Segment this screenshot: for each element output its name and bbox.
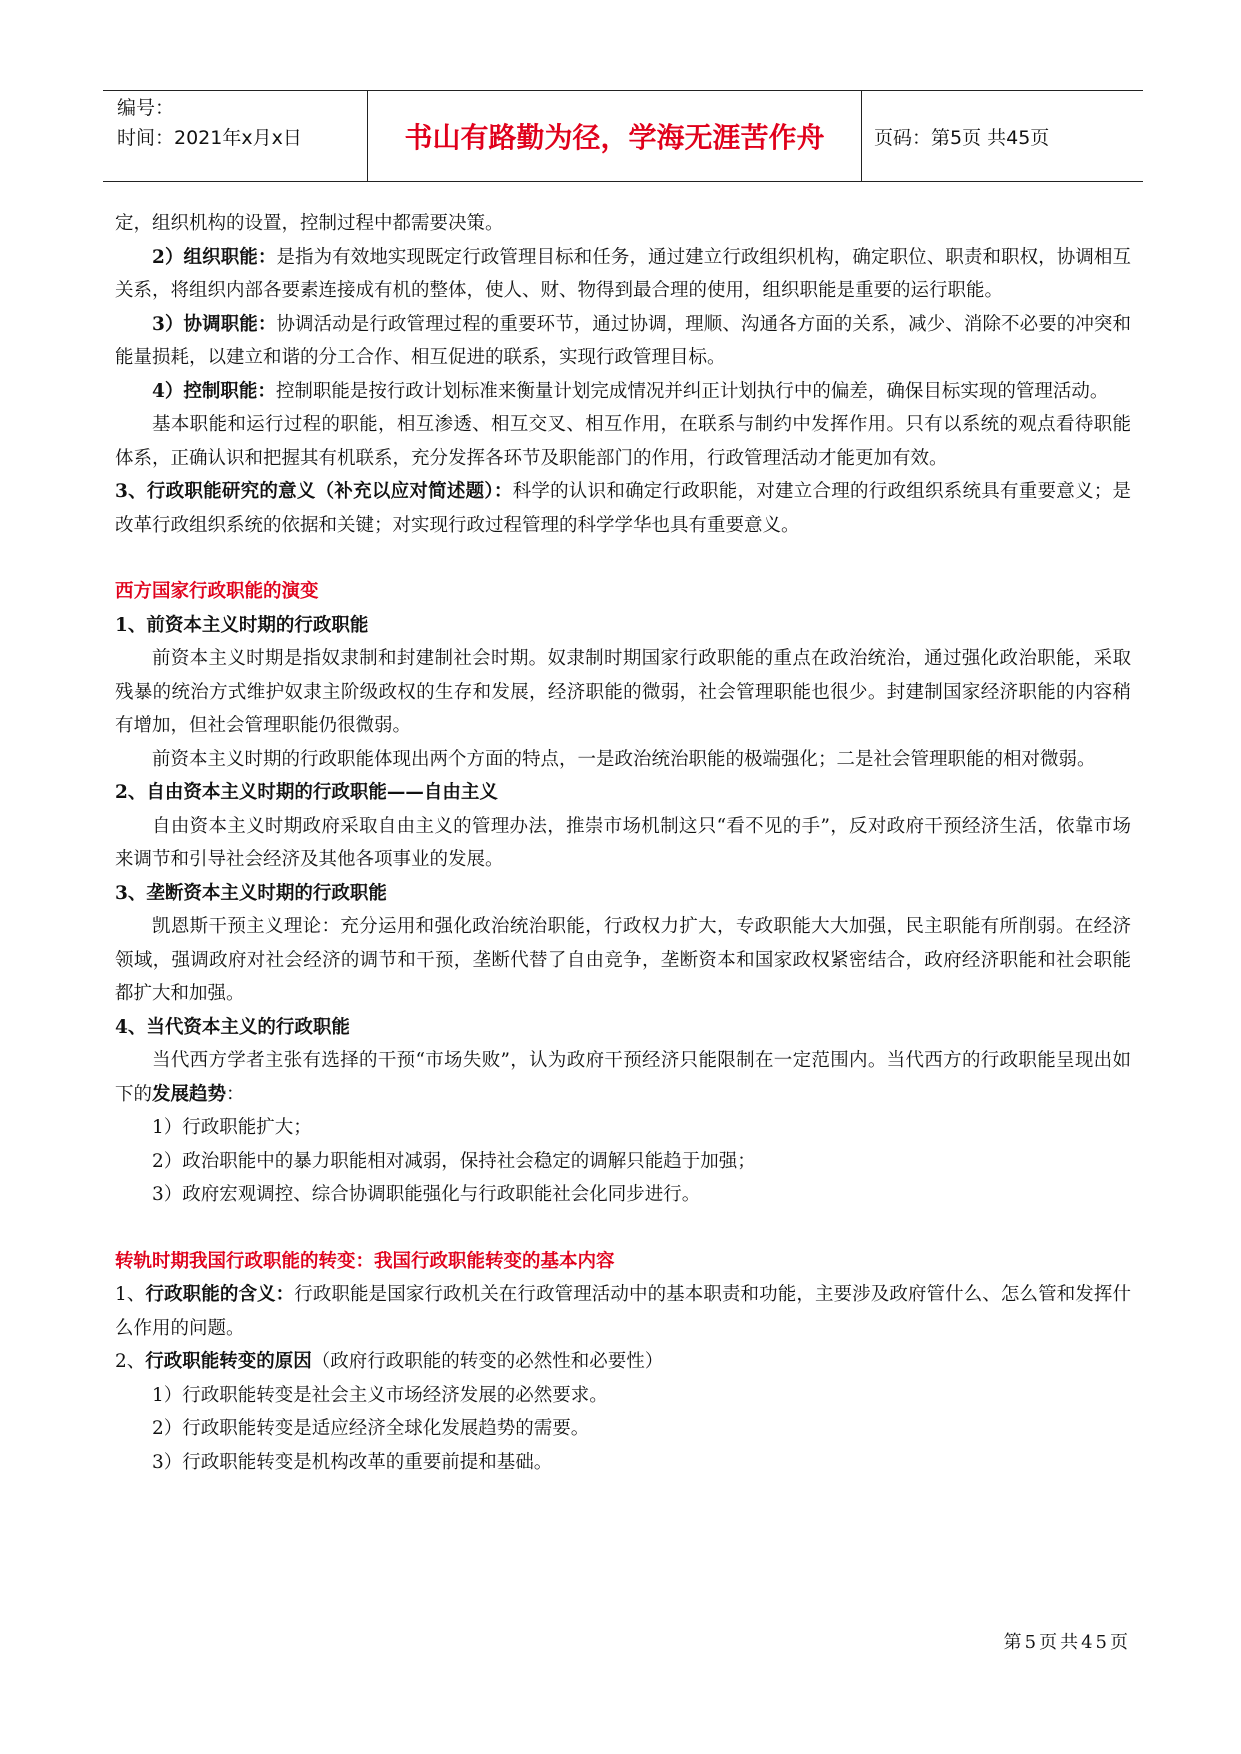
list-item: 3）政府宏观调控、综合协调职能强化与行政职能社会化同步进行。 [152,1184,701,1205]
item-text: ： [226,1083,245,1105]
paragraph-organize [115,241,1131,308]
subheading-text: 3、垄断资本主义时期的行政职能 [115,882,387,904]
spacer [115,1212,1131,1245]
paragraph: 定，组织机构的设置，控制过程中都需要决策。 [115,213,504,234]
paragraph: 前资本主义时期是指奴隶制和封建制社会时期。奴隶制时期国家行政职能的重点在政治统治，通过强化政治职能，采取残暴的统治方式维护奴隶主阶级政权的生存和发展，经济职能的微弱，社会管理职能也很少。封建制国家经济职能的内容稍有增加，但社会管理职能仍很微弱。 [115,648,1131,736]
page-header [103,90,1143,182]
spacer [115,542,1131,575]
item-text: （政府行政职能的转变的必然性和必要性） [311,1351,664,1372]
item-heading: 3）协调职能： [152,313,277,335]
paragraph-coordinate [115,308,1131,375]
item-text: 控制职能是按行政计划标准来衡量计划完成情况并纠正计划执行中的偏差，确保目标实现的管理活动。 [275,380,1109,402]
section-title-china: 转轨时期我国行政职能的转变：我国行政职能转变的基本内容 [115,1250,615,1272]
page-footer: 第5页共45页 [1003,1632,1131,1653]
paragraph: 基本职能和运行过程的职能，相互渗透、相互交叉、相互作用，在联系与制约中发挥作用。只有以系统的观点看待职能体系，正确认识和把握其有机联系，充分发挥各环节及职能部门的作用，行政管理活动才能更加有效。 [115,414,1131,469]
header-meta [103,91,368,181]
list-item: 1）行政职能转变是社会主义市场经济发展的必然要求。 [152,1384,608,1406]
subheading [115,776,1131,810]
subheading-text: 4、当代资本主义的行政职能 [115,1016,350,1038]
subheading [115,609,1131,643]
item-text: 当代西方学者主张有选择的干预“市场失败”，认为政府干预经济只能限制在一定范围内。当代西方的行政职能呈现出如下的 [115,1050,1131,1105]
list-item: 2）政治职能中的暴力职能相对减弱，保持社会稳定的调解只能趋于加强； [152,1150,756,1172]
list-item: 1）行政职能扩大； [152,1117,312,1138]
item-text: 协调活动是行政管理过程的重要环节，通过协调，理顺、沟通各方面的关系，减少、消除不必要的冲突和能量损耗，以建立和谐的分工合作、相互促进的联系，实现行政管理目标。 [115,313,1131,368]
paragraph-significance [115,475,1131,542]
item-heading: 3、行政职能研究的意义（补充以应对简述题）： [115,481,513,502]
item-heading: 行政职能转变的原因 [145,1351,312,1372]
list-item: 2）行政职能转变是适应经济全球化发展趋势的需要。 [152,1418,590,1439]
paragraph-control [115,375,1131,409]
subheading-text: 2、自由资本主义时期的行政职能——自由主义 [115,782,498,803]
time-label: 时间：2021年x月x日 [117,127,302,149]
document-body [115,207,1131,1479]
subheading [115,1011,1131,1045]
item-text: 科学的认识和确定行政职能，对建立合理的行政组织系统具有重要意义；是改革行政组织系统的依据和关键；对实现行政过程管理的科学学华也具有重要意义。 [115,481,1131,536]
item-heading: 行政职能的含义： [145,1284,295,1305]
emphasis-text: 发展趋势 [152,1083,227,1105]
paragraph: 前资本主义时期的行政职能体现出两个方面的特点，一是政治统治职能的极端强化；二是社会管理职能的相对微弱。 [152,748,1096,770]
list-item: 3）行政职能转变是机构改革的重要前提和基础。 [152,1451,553,1473]
item-number: 2、 [115,1351,146,1372]
paragraph: 自由资本主义时期政府采取自由主义的管理办法，推崇市场机制这只“看不见的手”，反对政府干预经济生活，依靠市场来调节和引导社会经济及其他各项事业的发展。 [115,815,1131,870]
item-text: 是指为有效地实现既定行政管理目标和任务，通过建立行政组织机构，确定职位、职责和职权，协调相互关系，将组织内部各要素连接成有机的整体，使人、财、物得到最合理的使用，组织职能是重要的运行职能。 [115,246,1131,301]
paragraph: 凯恩斯干预主义理论：充分运用和强化政治统治职能，行政权力扩大，专政职能大大加强，民主职能有所削弱。在经济领域，强调政府对社会经济的调节和干预，垄断代替了自由竞争，垄断资本和国家政权紧密结合，政府经济职能和社会职能都扩大和加强。 [115,916,1131,1004]
paragraph-reasons [115,1345,1131,1379]
item-number: 1、 [115,1284,146,1305]
header-page-info: 页码：第5页 共45页 [874,126,1050,149]
paragraph-trends [115,1044,1131,1111]
item-heading: 2）组织职能： [152,246,277,268]
section-title-west: 西方国家行政职能的演变 [115,581,319,602]
item-heading: 4）控制职能： [152,380,276,402]
subheading [115,877,1131,911]
number-label: 编号： [117,97,175,119]
paragraph-definition [115,1278,1131,1345]
header-motto: 书山有路勤为径，学海无涯苦作舟 [368,91,862,181]
item-text: 行政职能是国家行政机关在行政管理活动中的基本职责和功能，主要涉及政府管什么、怎么管和发挥什么作用的问题。 [115,1284,1131,1339]
subheading-text: 1、前资本主义时期的行政职能 [115,614,369,636]
